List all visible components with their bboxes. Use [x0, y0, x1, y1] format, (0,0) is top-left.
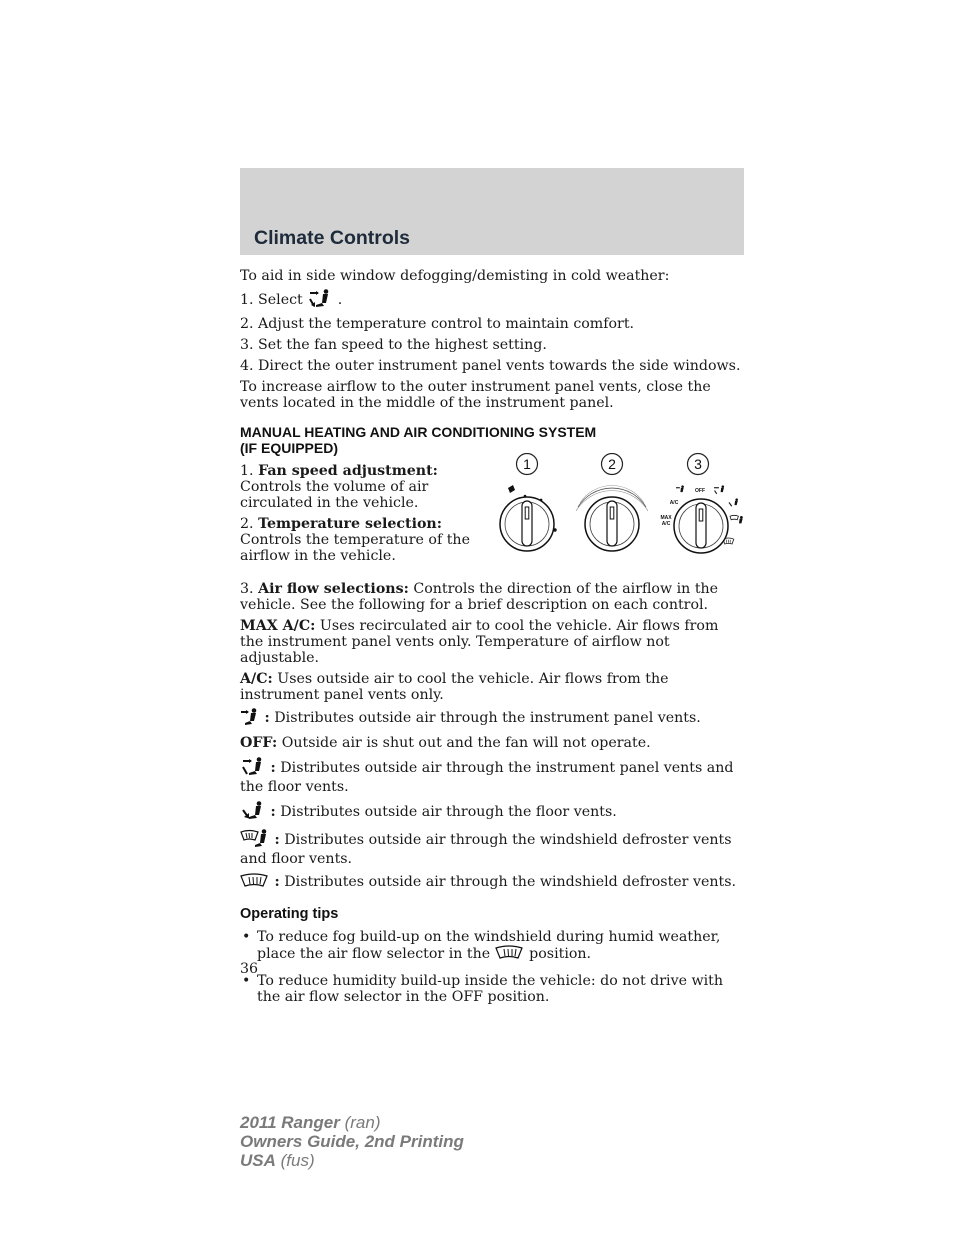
mode-panel-floor: : Distributes outside air through the instrument panel vents and the floor vents. [240, 757, 744, 795]
callout-3 [688, 454, 709, 475]
panel-floor-icon [307, 289, 333, 311]
mode-max-ac: MAX A/C: Uses recirculated air to cool the vehicle. Air flows from the instrument panel vents only. Temperature of airflow not adjustable. [240, 618, 719, 666]
manual-section-heading: MANUAL HEATING AND AIR CONDITIONING SYSTEM (IF EQUIPPED) [240, 424, 597, 456]
svg-text:2: 2 [608, 456, 616, 472]
page-number: 36 [240, 961, 259, 977]
mode-ac: A/C: Uses outside air to cool the vehicle. Air flows from the instrument panel vents only. [240, 671, 669, 703]
control-item-fan: 1. Fan speed adjustment: Controls the volume of air circulated in the vehicle. [240, 463, 438, 511]
airflow-note: To increase airflow to the outer instrument panel vents, close the vents located in the middle of the instrument panel. [240, 379, 711, 411]
mode-floor: : Distributes outside air through the floor vents. [240, 801, 744, 823]
page-content [240, 268, 744, 1013]
panel-icon [676, 485, 684, 492]
step-4: 4. Direct the outer instrument panel vents towards the side windows. [240, 358, 741, 374]
list-item: • To reduce fog build-up on the windshield during humid weather, place the air flow selector in the position. [240, 929, 744, 965]
defrost-icon [240, 873, 270, 893]
step-3: 3. Set the fan speed to the highest setting. [240, 337, 547, 353]
control-item-temperature: 2. Temperature selection: Controls the temperature of the airflow in the vehicle. [240, 516, 470, 564]
panel-floor-icon [240, 757, 266, 779]
floor-icon [240, 801, 266, 823]
svg-text:1: 1 [523, 456, 531, 472]
svg-text:OFF: OFF [695, 488, 705, 494]
list-item: • To reduce humidity build-up inside the vehicle: do not drive with the air flow selector in the OFF position. [242, 973, 724, 1005]
svg-text:3: 3 [694, 456, 702, 472]
mode-floor-defrost: : Distributes outside air through the windshield defroster vents and floor vents. [240, 829, 744, 867]
temperature-knob [576, 485, 648, 551]
step-2: 2. Adjust the temperature control to maintain comfort. [240, 316, 635, 332]
panel-floor-icon [714, 485, 724, 493]
svg-text:MAX: MAX [660, 515, 672, 521]
control-item-airflow: 3. Air flow selections: Controls the direction of the airflow in the vehicle. See the following for a brief description on each control. [240, 581, 719, 613]
callout-2 [602, 454, 623, 475]
svg-text:A/C: A/C [669, 500, 679, 506]
floor-defrost-icon [240, 829, 270, 851]
floor-defrost-icon [730, 515, 743, 523]
floor-icon [729, 498, 738, 506]
panel-icon [240, 708, 260, 729]
mode-off: OFF: Outside air is shut out and the fan will not operate. [240, 735, 651, 751]
operating-tips-heading: Operating tips [240, 906, 339, 922]
fan-speed-knob [500, 485, 557, 551]
operating-tips-list [240, 929, 744, 1005]
step-1: 1. Select . [240, 289, 744, 311]
section-title: Climate Controls [254, 227, 411, 249]
intro-text: To aid in side window defogging/demisting in cold weather: [240, 268, 670, 284]
svg-text:A/C: A/C [661, 521, 671, 527]
controls-overview [240, 456, 744, 591]
defrost-icon [495, 945, 525, 965]
air-flow-knob [660, 485, 742, 553]
mode-panel: : Distributes outside air through the instrument panel vents. [240, 708, 744, 729]
section-header-band [240, 168, 744, 255]
mode-defrost: : Distributes outside air through the windshield defroster vents. [240, 873, 744, 893]
document-footer: 2011 Ranger (ran) Owners Guide, 2nd Printing USA (fus) [240, 1113, 464, 1170]
controls-list [240, 463, 496, 569]
climate-control-diagram [498, 453, 748, 565]
callout-1 [517, 454, 538, 475]
